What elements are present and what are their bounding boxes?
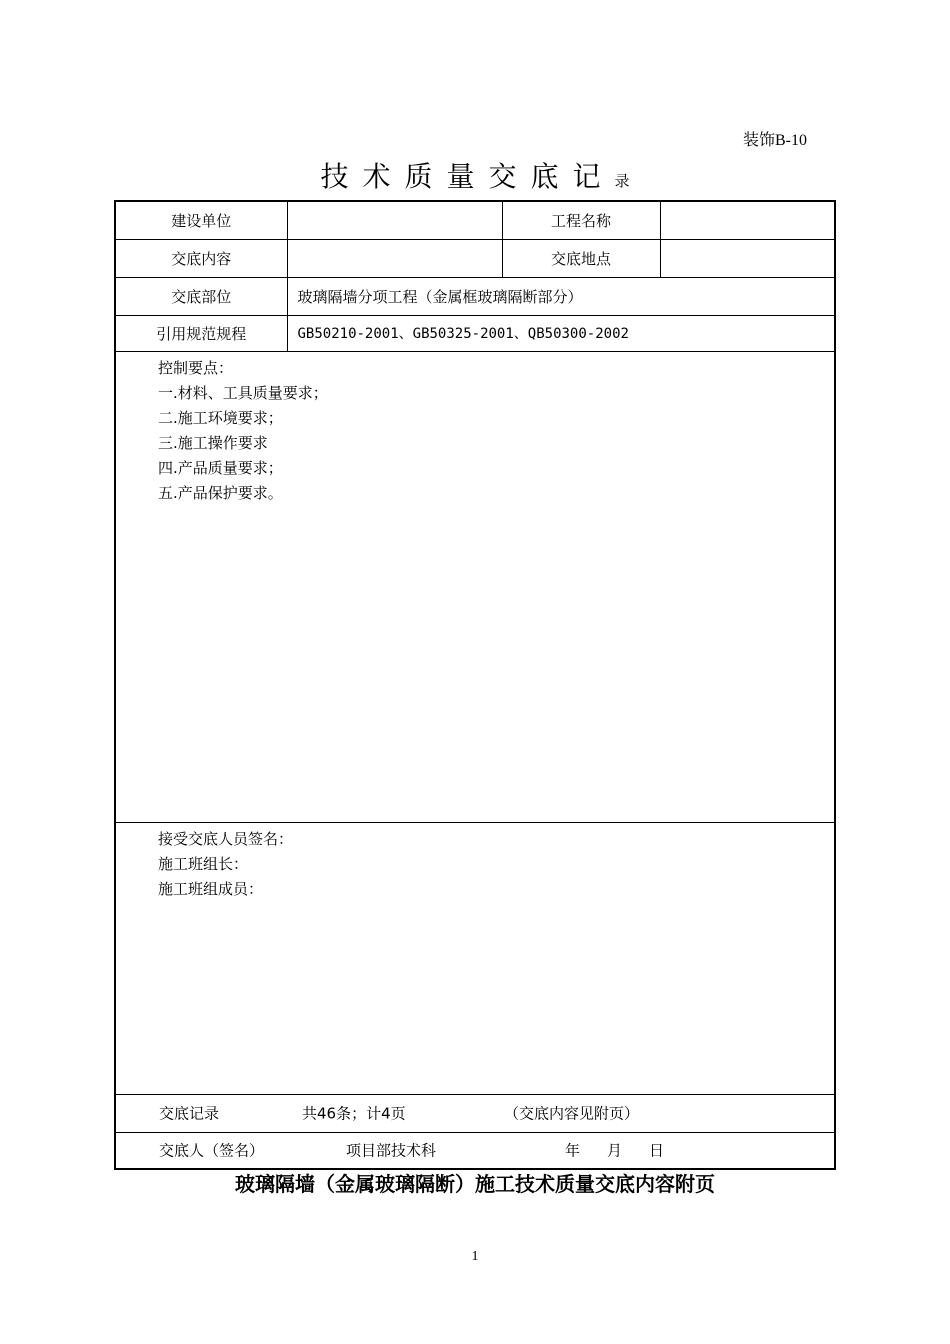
title-main: 技术质量交底记 xyxy=(320,160,615,193)
date-month-label: 月 xyxy=(607,1141,623,1160)
unit-label: 建设单位 xyxy=(115,201,287,239)
document-title xyxy=(0,155,950,195)
date-day-label: 日 xyxy=(649,1141,665,1160)
record-label: 交底记录 xyxy=(159,1104,220,1123)
signer-label: 交底人（签名） xyxy=(159,1141,265,1160)
part-value[interactable]: 玻璃隔墙分项工程（金属框玻璃隔断部分） xyxy=(287,277,835,315)
place-label: 交底地点 xyxy=(502,239,660,277)
control-point-item: 三.施工操作要求 xyxy=(158,433,268,452)
disclosure-form xyxy=(114,200,836,1170)
project-value[interactable] xyxy=(660,201,835,239)
row-unit-project xyxy=(115,201,835,239)
receiver-signature-label: 接受交底人员签名： xyxy=(158,829,294,848)
standard-label: 引用规范规程 xyxy=(115,315,287,351)
row-signatures xyxy=(115,822,835,1094)
part-label: 交底部位 xyxy=(115,277,287,315)
control-points-heading: 控制要点： xyxy=(158,358,234,377)
date-year-label: 年 xyxy=(565,1141,581,1160)
control-point-item: 四.产品质量要求； xyxy=(158,458,283,477)
place-value[interactable] xyxy=(660,239,835,277)
signer-dept: 项目部技术科 xyxy=(346,1141,437,1160)
appendix-title: 玻璃隔墙（金属玻璃隔断）施工技术质量交底内容附页 xyxy=(235,1172,715,1196)
project-label: 工程名称 xyxy=(502,201,660,239)
record-cell xyxy=(115,1094,835,1132)
team-members-label: 施工班组成员： xyxy=(158,879,264,898)
row-part xyxy=(115,277,835,315)
title-tail: 录 xyxy=(614,172,630,190)
row-content-place xyxy=(115,239,835,277)
content-value[interactable] xyxy=(287,239,502,277)
document-code: 装饰B-10 xyxy=(742,132,807,149)
control-point-item: 五.产品保护要求。 xyxy=(158,483,283,502)
page-number: 1 xyxy=(471,1249,479,1264)
control-points-block[interactable] xyxy=(115,351,835,822)
row-signer xyxy=(115,1132,835,1169)
record-note: （交底内容见附页） xyxy=(504,1104,640,1123)
standard-value[interactable]: GB50210-2001、GB50325-2001、QB50300-2002 xyxy=(287,315,835,351)
row-record xyxy=(115,1094,835,1132)
row-standard xyxy=(115,315,835,351)
team-leader-label: 施工班组长： xyxy=(158,854,249,873)
record-count: 共46条；计4页 xyxy=(302,1104,406,1123)
content-label: 交底内容 xyxy=(115,239,287,277)
row-control-points xyxy=(115,351,835,822)
signatures-block[interactable] xyxy=(115,822,835,1094)
control-point-item: 一.材料、工具质量要求； xyxy=(158,383,328,402)
control-point-item: 二.施工环境要求； xyxy=(158,408,283,427)
signer-cell xyxy=(115,1132,835,1169)
unit-value[interactable] xyxy=(287,201,502,239)
